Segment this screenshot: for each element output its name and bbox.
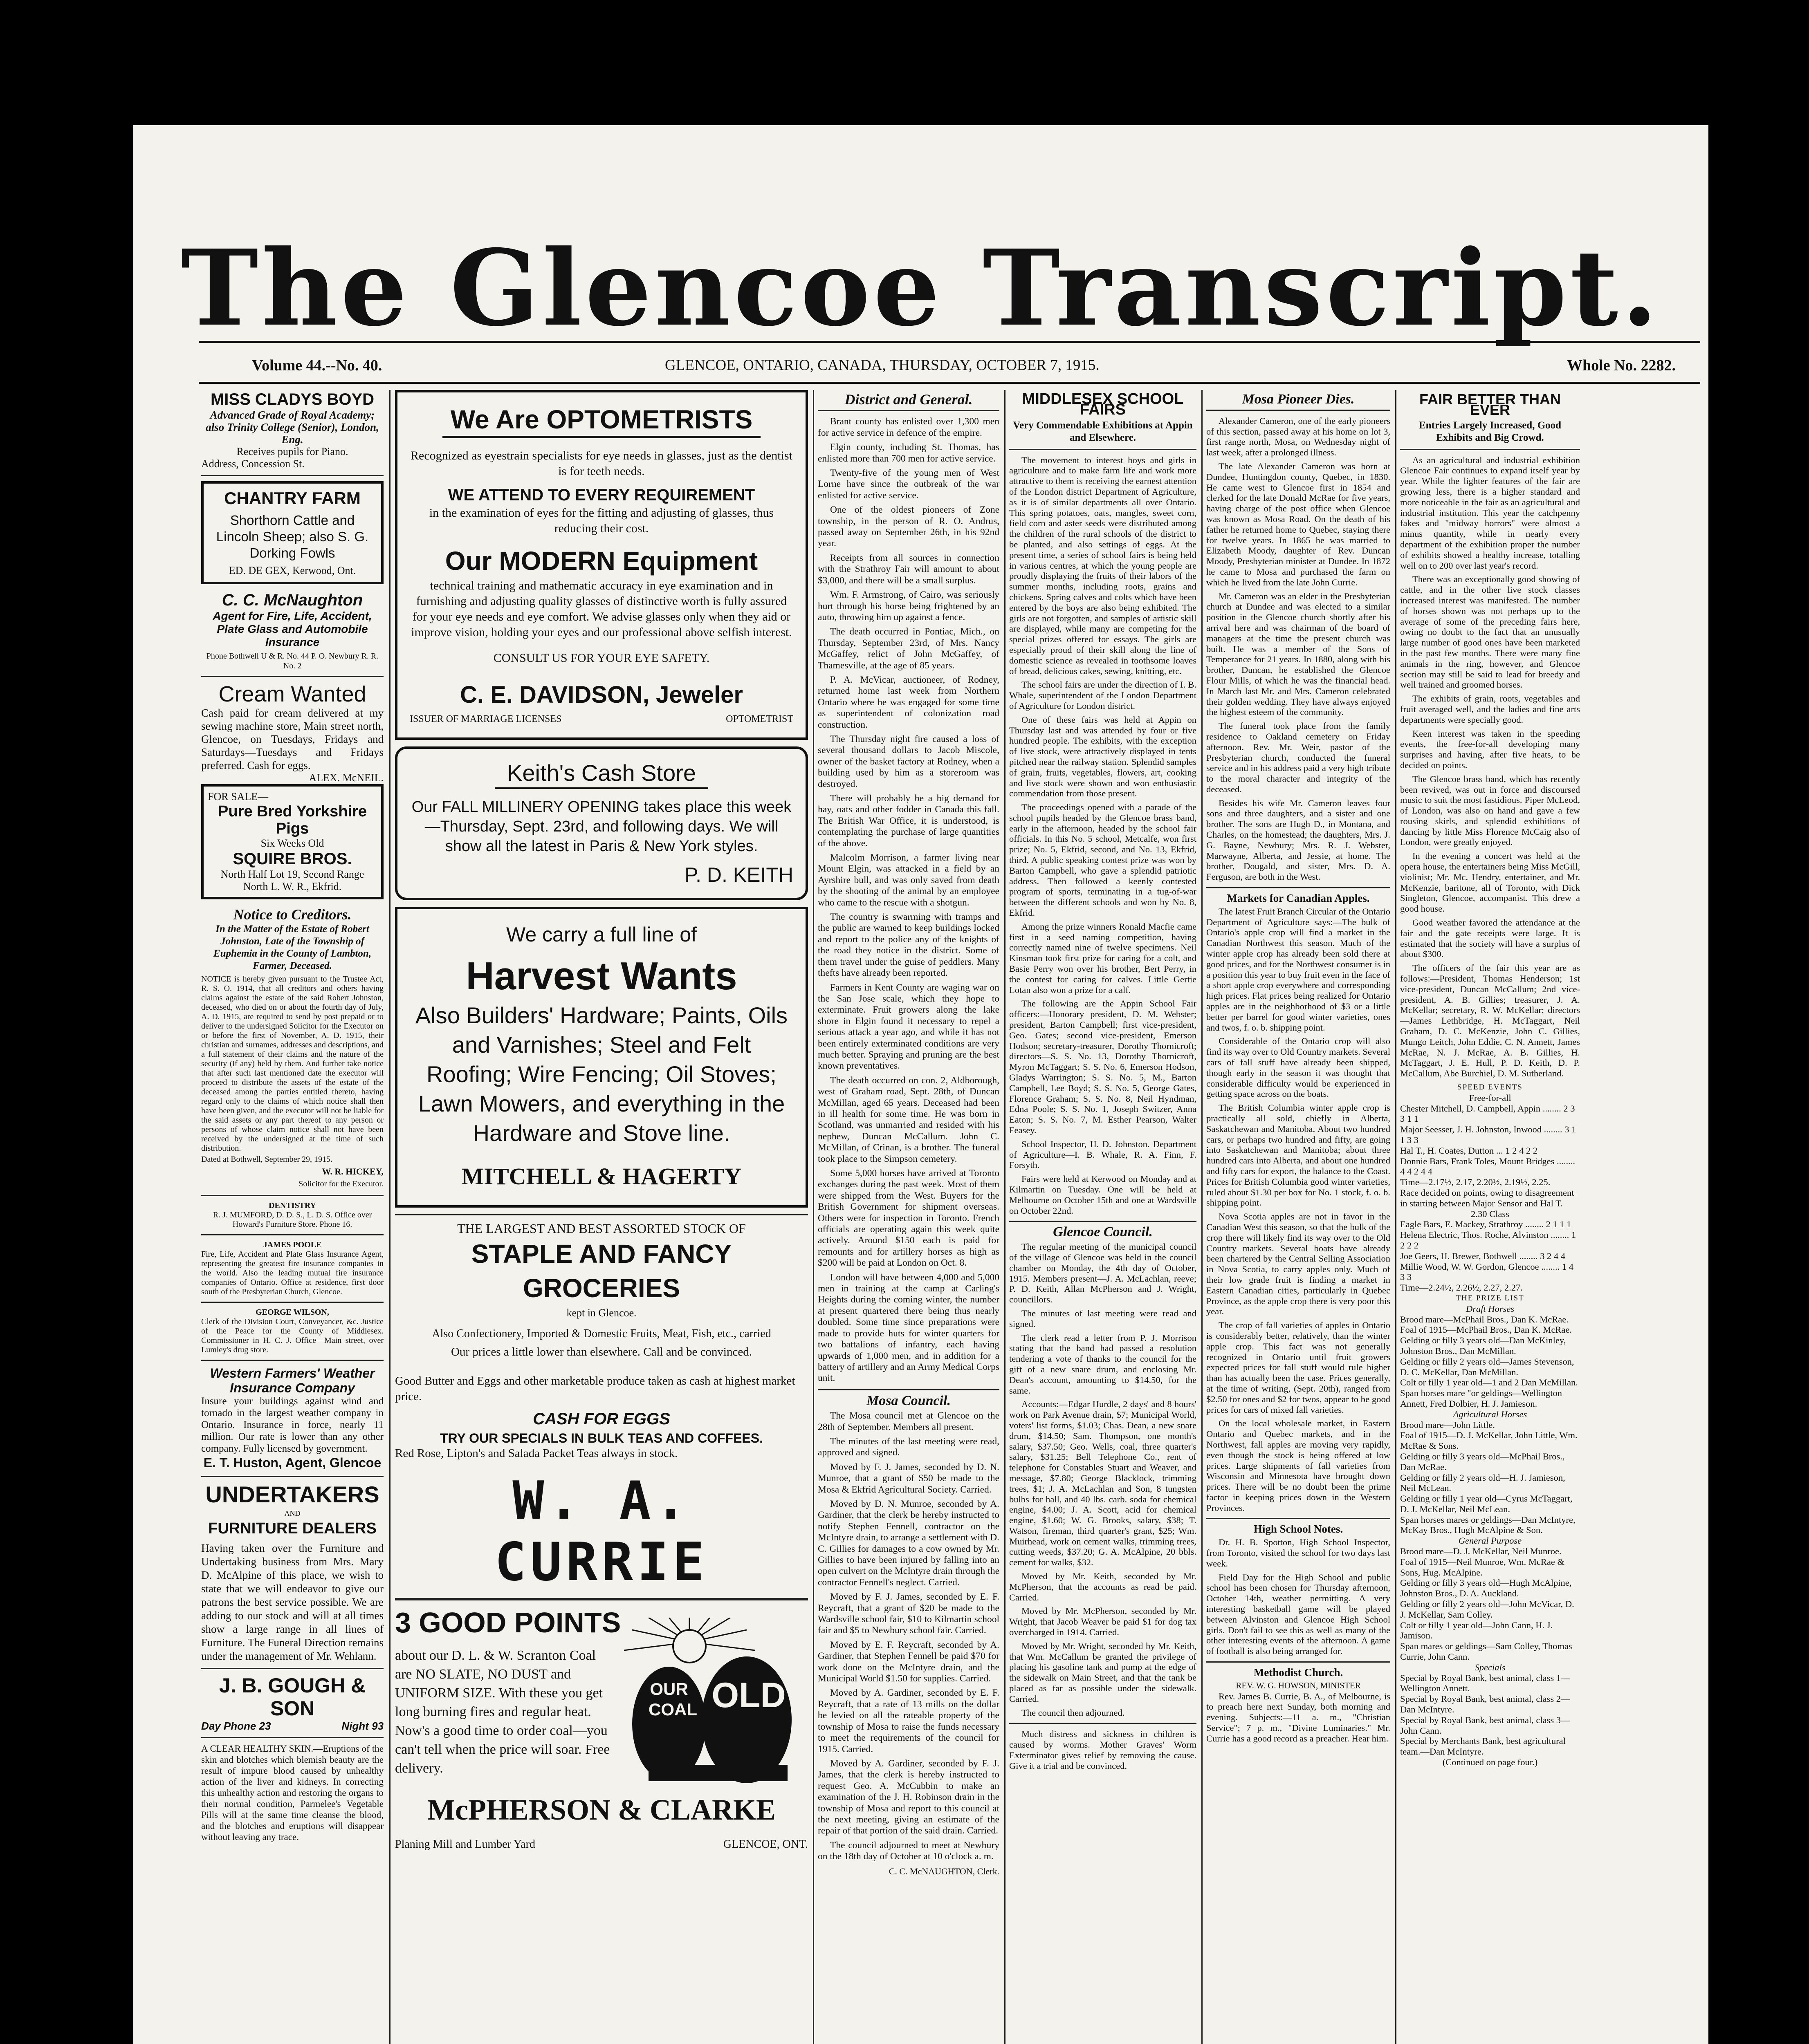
cream-text: Cash paid for cream delivered at my sewing machine store, Main street north, Glencoe, on Tuesdays, Fridays and Saturdays—Tuesdays and Fridays preferred. Cash for eggs. [201,707,384,771]
district-paragraph: The death occurred on con. 2, Aldborough, west of Graham road, Sept. 28th, of Duncan McMillan, aged 65 years. Deceased had been in ill health for some time. He was born in Scotland, was unmarried and resided with his nephew, Duncan McCallum. John C. McMillan, of Crinan, is a brother. The funeral took place to the Simpson cemetery. [818,1075,999,1164]
school-fairs-paragraph: Fairs were held at Kerwood on Monday and at Kilmartin on Tuesday. One will be held at Melbourne on October 15th and one at Wardsville on October 22nd. [1009,1174,1196,1216]
mosa-paragraph: Moved by A. Gardiner, seconded by F. J. James, that the clerk is hereby instructed to request Geo. A. McCubbin to make an examination of the J. H. Robinson drain in the township of Mosa and report to this council at the next meeting, giving an estimate of the repair of that portion of the said drain. Carried. [818,1758,999,1836]
district-paragraph: Some 5,000 horses have arrived at Toronto exchanges during the past week. Most of them were shipped from the West. Buyers for the British Government for shipment overseas. Others were for inspection in Toronto. French officials are operating again this week quite actively. Around $150 each is paid for remounts and for artillery horses as high as $200 will be paid at London on Oct. 8. [818,1168,999,1269]
grocery-ad [395,1220,808,1593]
column-4 [1009,390,1196,2044]
mosa-paragraph: Moved by D. N. Munroe, seconded by A. Gardiner, that the clerk be hereby instructed to notify Stephen Fennell, contractor on the McIntyre drain, to arrange a settlement with D. C. Gillies for damages to a cow owned by Mr. Gillies to have been injured by falling into an open culvert on the McIntyre drain through the contractor Fennell's neglect. Carried. [818,1498,999,1588]
coal-illustration [624,1618,804,1789]
class-line: Joe Geers, H. Brewer, Bothwell ........ 3 2 4 4 [1400,1251,1566,1261]
district-paragraph: Malcolm Morrison, a farmer living near Mount Elgin, was attacked in a field by an Ayrshire bull, and was only saved from death by the shooting of the animal by an employee who came to the rescue with a shotgun. [818,852,999,908]
coal-title: 3 GOOD POINTS [395,1607,621,1638]
creditors-body: NOTICE is hereby given pursuant to the Trustee Act, R. S. O. 1914, that all creditors and others having claims against the estate of the said Robert Johnston, deceased, who died on or about the fourth day of July, A. D. 1915, are required to send by post prepaid or to deliver to the undersigned Solicitor for the Executor on or before the first of November, A. D. 1915, their christian and surnames, addresses and descriptions, and a full statement of their claims and the nature of the security (if any) held by them. And further take notice that after such last mentioned date the executor will proceed to distribute the assets of the estate of the deceased among the parties entitled thereto, having regard only to the claims of which notice shall then have been given, and the executor will not be liable for the said assets or any part thereof to any person or persons of whose claim notice shall not have been received by the undersigned at the time of such distribution. [201,975,384,1153]
groc-butter: Good Butter and Eggs and other marketable produce taken as cash at highest market price. [395,1374,795,1403]
opt-issuer: ISSUER OF MARRIAGE LICENSES [410,714,562,724]
fair-subtitle: Entries Largely Increased, Good Exhibits and Big Crowd. [1418,419,1562,443]
opt-optometrist: OPTOMETRIST [726,714,793,724]
poole-text: Fire, Life, Accident and Plate Glass Insurance Agent, representing the greatest fire insurance companies in the world. Also the leading mutual fire insurance companies of Ontario. Office at residence, first door south of the Presbyterian Church, Glencoe. [201,1250,384,1296]
sale-name: SQUIRE BROS. [233,850,352,868]
school-fairs-paragraph: The school fairs are under the direction of I. B. Whale, superintendent of the London Department of Agriculture for London district. [1009,679,1196,711]
coal-planing: Planing Mill and Lumber Yard [395,1838,535,1851]
council-paragraph: Moved by Mr. Wright, seconded by Mr. Keith, that Wm. McCallum be granted the privilege of placing his gasoline tank and pump at the edge of the sidewalk on Main Street, and that the tank be placed as far as possible under the sidewalk. Carried. [1009,1641,1196,1704]
prize-line: Span horses mares or geldings—Dan McIntyre, McKay Bros., Hugh McAlpine & Son. [1400,1514,1576,1535]
coal-coal: COAL [649,1700,697,1719]
fair-paragraph: Keen interest was taken in the speeding events, the free-for-all developing many surprises and having, after five heats, to be decided on points. [1400,728,1580,770]
district-paragraph: Elgin county, including St. Thomas, has enlisted more than 700 men for active service. [818,442,999,464]
pioneer-paragraph: Besides his wife Mr. Cameron leaves four sons and three daughters, and a sister and one brother. The sons are Hugh D., in Montana, and Charles, on the homestead; the daughters, Mrs. J. G. Bayne, Newbury; Mrs. R. J. Webster, Marwayne, Alberta, and Jessie, at home. The brother, Dougald, and sister, Mrs. D. A. Ferguson, are both in the West. [1206,798,1390,882]
gough-ad [201,1674,384,1732]
fair-paragraph: The officers of the fair this year are as follows:—President, Thomas Henderson; 1st vice-president, Duncan McCallum; 2nd vice-president, A. B. Gillies; treasurer, J. A. McKellar; secretary, R. W. McKellar; directors—James Lethbridge, H. McTaggart, Neil Graham, D. C. McKenzie, John C. Gillies, Mungo Leitch, John Eddie, C. N. Annett, James McRae, N. J. McRae, A. B. Gillies, H. McTaggart, J. E. Hull, P. D. Keith, D. P. McCallum, Abe Burchiel, D. M. Sutherland. [1400,963,1580,1079]
groc-also: Also Confectionery, Imported & Domestic Fruits, Meat, Fish, etc., carried [432,1327,771,1340]
continued-note: (Continued on page four.) [1442,1757,1538,1768]
divider [201,1360,384,1361]
school-fairs-paragraph: One of these fairs was held at Appin on Thursday last and was attended by four or five hundred people. The exhibits, with the exception of live stock, were attractively displayed in tents pitched near the railway station. Splendid samples of grain, fruits, vegetables, flowers, art, cooking and live stock were shown and won enthusiastic commendation from those present. [1009,714,1196,799]
pioneer-paragraph: Mr. Cameron was an elder in the Presbyterian church at Dundee and was elected to a similar position in the Glencoe church shortly after his arrival here and was chairman of the board of managers at the time the present church was built. He was a member of the Sons of Temperance for 21 years. In 1880, along with his brother, Duncan, he established the Glencoe Flour Mills, of which he was the financial head. In March last Mr. and Mrs. Cameron celebrated their golden wedding. They have always enjoyed the highest esteem of the community. [1206,591,1390,717]
opt-jeweler: C. E. DAVIDSON, Jeweler [460,681,743,708]
mosa-paragraph: The Mosa council met at Glencoe on the 28th of September. Members all present. [818,1410,999,1432]
school-fairs-paragraph: The proceedings opened with a parade of the school pupils headed by the Glencoe brass band, early in the afternoon, headed by the school fair officials. In this No. 5 school, Metcalfe, won first prize; No. 5, Ekfrid, second, and No. 13, Ekfrid, third. A public speaking contest prize was won by Barton Campbell, who gave a splendid patriotic address. Then followed a keenly contested program of sports, terminating in a tug-of-war between the different schools and won by No. 8, Ekfrid. [1009,802,1196,918]
divider [1206,1518,1390,1519]
optometrist-ad [395,390,808,740]
prize-line: Brood mare—John Little. [1400,1419,1495,1430]
high-school-title: High School Notes. [1253,1523,1343,1535]
mosa-paragraph: Moved by F. J. James, seconded by D. N. Munroe, that a grant of $50 be made to the Mosa & Ekfrid Agricultural Society. Carried. [818,1461,999,1495]
district-paragraph: The Thursday night fire caused a loss of several thousand dollars to Jacob Miscole, owner of the basket factory at Rodney, when a building used by him as a storeroom was destroyed. [818,733,999,789]
speed-line: Chester Mitchell, D. Campbell, Appin ........ 2 3 3 1 1 [1400,1103,1575,1124]
creditors-sign: W. R. HICKEY, [322,1166,384,1177]
prize-line: Brood mare—D. J. McKellar, Neil Munroe. [1400,1546,1562,1557]
cream-ad [201,682,384,784]
hw-sign: MITCHELL & HAGERTY [461,1163,742,1190]
council-paragraph: The regular meeting of the municipal council of the village of Glencoe was held in the council chamber on Monday, the 4th day of October, 1915. Members present—J. A. McLachlan, reeve; P. D. Keith, Allan McPherson and J. Wright, councillors. [1009,1242,1196,1305]
divider [818,1389,999,1390]
fair-title: FAIR BETTER THAN EVER [1419,391,1561,418]
mcnaughton-phone: Phone Bothwell U & R. No. 44 P. O. Newbury R. R. No. 2 [206,652,379,670]
dateline: GLENCOE, ONTARIO, CANADA, THURSDAY, OCTOBER 7, 1915. [665,357,1100,374]
opt-text-2: in the examination of eyes for the fitting and adjusting of glasses, thus reducing their cost. [429,506,774,535]
column-rule [1004,390,1005,2044]
pigs-ad [201,784,384,899]
class-line: Eagle Bars, E. Mackey, Strathroy ........ 2 1 1 1 [1400,1219,1571,1230]
opt-attend: WE ATTEND TO EVERY REQUIREMENT [448,486,755,504]
district-paragraph: The country is swarming with tramps and the public are warned to keep buildings locked and report to the police any of the knights of the road they notice in the district. Some of them travel under the guise of peddlers. Many thefts have already been reported. [818,912,999,979]
pioneer-title: Mosa Pioneer Dies. [1242,392,1355,407]
hardware-ad [395,907,808,1208]
class-line: Time—2.24½, 2.26½, 2.27, 2.27. [1400,1282,1523,1293]
western-text: Insure your buildings against wind and tornado in the largest weather company in Ontario. Insurance in force, nearly 11 million. Our rate is lower than any other company. Fully licensed by government. [201,1396,384,1454]
divider [201,1302,384,1303]
furniture-title: FURNITURE DEALERS [208,1520,377,1537]
pioneer-paragraph: Alexander Cameron, one of the early pioneers of this section, passed away at his home on lot 3, first range north, Mosa, on Wednesday night of last week, after a prolonged illness. [1206,415,1390,458]
divider [201,676,384,677]
divider [1206,887,1390,888]
divider [201,1668,384,1669]
divider [201,1737,384,1738]
class-title: 2.30 Class [1471,1208,1509,1219]
district-paragraph: There will probably be a big demand for hay, oats and other fodder in Canada this fall. The British War Office, it is understood, is contemplating the purchase of large quantities of the above. [818,793,999,849]
general-purpose-title: General Purpose [1458,1535,1522,1546]
mosa-paragraph: The council adjourned to meet at Newbury on the 18th day of October at 10 o'clock a. m. [818,1840,999,1862]
column-rule [389,390,391,2044]
speed-line: Race decided on points, owing to disagreement in starting between Major Sensor and Hal T. [1400,1187,1574,1208]
district-paragraph: P. A. McVicar, auctioneer, of Rodney, returned home last week from Northern Ontario where he was engaged for some time as superintendent of colonization road construction. [818,674,999,730]
apples-paragraph: The British Columbia winter apple crop is practically all sold, chiefly in Alberta, Saskatchewan and Manitoba. About two hundred cars, or perhaps two hundred and fifty, are going into Saskatchewan and Manitoba; about three hundred cars into Alberta, and about one hundred and fifty cars for export, the balance to the Coast. Prices for British Columbia good winter varieties, ruled about $1.30 per box for No. 1 stock, f. o. b. shipping point. [1206,1103,1390,1208]
gough-title: J. B. GOUGH & SON [219,1674,366,1720]
district-paragraph: London will have between 4,000 and 5,000 men in training at the camp at Carling's Heights during the coming winter, the number at present quartered there being thus nearly doubled. Some time since preparations were made to provide huts for winter quarters for two battalions of infantry, each having upwards of 1,000 men, and in addition for a battery of artillery and an Army Medical Corps unit. [818,1272,999,1384]
chantry-farm-ad [201,481,384,584]
gough-day-phone: Day Phone 23 [201,1720,271,1732]
apples-paragraph: Considerable of the Ontario crop will also find its way over to Old Country markets. Several cars of fall stuff have already been shipped, though early in the season it was thought that considerable difficulty would be experienced in getting space across on the boats. [1206,1036,1390,1099]
council-paragraph: Accounts:—Edgar Hurdle, 2 days' and 8 hours' work on Park Avenue drain, $7; Municipal World, voters' list forms, $1.03; Chas. Dean, a new snare drum, $14.50; Sam. Thompson, one month's salary, $37.50; Geo. Wells, coal, three quarter's salary, $31.25; Bell Telephone Co., rent of telephone for Constables Stuart and Weaver, and message, $7.80; George Blacklock, trimming trees, $1; J. A. McLachlan and Son, 8 tungsten bulbs for hall, and 40 lbs. carb. soda for chemical engine, $4.00; J. A. Scott, acid for chemical engine, $1.60; W. G. Brooks, salary, $38; T. Watson, fireman, third quarter's grant, $25; Wm. Muirhead, work on cement walks, trimming trees, cutting weeds, $37.20; G. A. McAlpine, 20 bbls. cement for walks, $32. [1009,1399,1196,1568]
apples-paragraph: The crop of fall varieties of apples in Ontario is considerably better, relatively, than the winter apple crop. This fact was not generally recognized in Ontario until fruit growers expected prices for fall stuff would rule higher than has actually been the case. Prices generally, at the time of writing, (Sept. 20th), ranged from $2.50 for ones and $2 for twos, appear to be good prices for cars of mixed fall varieties. [1206,1320,1390,1415]
groc-prices: Our prices a little lower than elsewhere. Call and be convinced. [451,1345,752,1358]
cream-title: Cream Wanted [218,682,366,706]
prize-line: Gelding or filly 3 years old—McPhail Bros., Dan McRae. [1400,1451,1565,1472]
methodist-paragraph: Rev. James B. Currie, B. A., of Melbourne, is to preach here next Sunday, both morning and evening. Subjects:—11 a. m., "Christian Service"; 7 p. m., "Divine Luminaries." Mr. Currie has a good record as a preacher. Hear him. [1206,1691,1390,1744]
sale-age: Six Weeks Old [260,837,324,849]
council-paragraph: The minutes of last meeting were read and signed. [1009,1308,1196,1329]
district-title: District and General. [844,391,973,408]
prize-line: Gelding or filly 2 years old—H. J. Jamieson, Neil McLean. [1400,1472,1565,1493]
fair-paragraph: There was an exceptionally good showing of cattle, and in the other live stock classes increased interest was manifested. The number of horses shown was not perhaps up to the average of some of the preceding fairs here, owing no doubt to the fact that an unusually large number of good ones have been marketed in the past few months. There were many fine animals in the ring, however, and Glencoe section may still be said to lead for breedy and well trained and groomed horses. [1400,574,1580,690]
boyd-address: Address, Concession St. [201,458,305,470]
column-rule [1201,390,1203,2044]
chantry-text: Shorthorn Cattle and Lincoln Sheep; also S. G. Dorking Fowls [216,513,369,560]
speed-events-title: SPEED EVENTS [1457,1083,1523,1092]
hw-title: Harvest Wants [466,954,737,998]
professional-cards [201,1201,384,1355]
divider [201,1234,384,1235]
column-3 [818,390,999,2044]
district-paragraph: Farmers in Kent County are waging war on the San Jose scale, which they hope to exterminate. Fruit growers along the lake shore in Elgin found it necessary to repel a serious attack a year ago, and while it has not been entirely exterminated conditions are very much better. Spraying and pruning are the best known preventatives. [818,982,999,1071]
sale-address: North Half Lot 19, Second Range North L. W. R., Ekfrid. [220,868,364,892]
school-fairs-paragraph: The movement to interest boys and girls in agriculture and to make farm life and work more attractive to them is receiving the earnest attention of the London district Department of Agriculture, as it is of similar departments all over Ontario. This spring potatoes, oats, mangles, sweet corn, field corn and aster seeds were distributed among the children of the rural schools of the district to be planted, and also settings of eggs. At the present time, a series of school fairs is being held in various centres, at which the young people are proudly displaying the fruits of their labors of the summer months, including roots, grains and chickens. Spring calves and colts which have been entered by the boys are also being exhibited. The girls are not forgotten, and samples of artistic skill are displayed, while many are competing for the special prizes offered for essays. The girls are especially proud of their skill along the line of domestic science as revealed in toothsome loaves of bread, delicious cakes, sewing, knitting, etc. [1009,455,1196,676]
chantry-title: CHANTRY FARM [224,489,361,508]
hw-line: We carry a full line of [506,923,697,946]
chantry-owner: ED. DE GEX, Kerwood, Ont. [229,565,356,576]
creditors-title: Notice to Creditors. [233,906,352,923]
council-paragraph: The clerk read a letter from P. J. Morrison stating that the band had passed a resolution tendering a vote of thanks to the council for the gift of a new snare drum, and enclosing Mr. Dean's account, amounting to $14.50, for the same. [1009,1332,1196,1396]
coal-ad [395,1605,808,1834]
prize-line: Gelding or filly 3 years old—Hugh McAlpine, Johnston Bros., D. A. Auckland. [1400,1578,1572,1599]
dentistry-title: DENTISTRY [269,1201,316,1210]
pioneer-paragraph: The funeral took place from the family residence to Oakland cemetery on Friday afternoon. Rev. Mr. Weir, pastor of the Presbyterian church, conducted the funeral service and in his address paid a very high tribute to the moral character and integrity of the deceased. [1206,721,1390,794]
high-school-paragraph: Field Day for the High School and public school has been chosen for Thursday afternoon, October 14th, weather permitting. A very interesting basketball game will be played between Alvinston and Glencoe High School girls. Don't fail to see this as well as many of the other interesting events of the afternoon. A game of football is also being arranged for. [1206,1572,1390,1656]
column-5 [1206,390,1390,2044]
column-rule [1395,390,1396,2044]
opt-title: We Are OPTOMETRISTS [442,403,761,438]
specials-title: Specials [1475,1662,1506,1672]
boyd-credentials: Advanced Grade of Royal Academy; also Trinity College (Senior), London, Eng. [206,409,379,446]
mosa-council-title: Mosa Council. [866,1393,951,1408]
mosa-paragraph: The minutes of the last meeting were read, approved and signed. [818,1436,999,1458]
column-rule [813,390,814,2044]
opt-consult: CONSULT US FOR YOUR EYE SAFETY. [493,651,710,665]
divider [818,410,999,411]
coal-place: GLENCOE, ONT. [723,1838,808,1851]
mcnaughton-text: Agent for Fire, Life, Accident, Plate Glass and Automobile Insurance [213,610,372,648]
glencoe-council-title: Glencoe Council. [1053,1224,1153,1240]
mcnaughton-card [201,591,384,671]
apples-paragraph: On the local wholesale market, in Eastern Ontario and Quebec markets, and in the Northwest, fall apples are moving very rapidly, even though the stock is being offered at low prices. Large shipments of fall varieties from Wisconsin and Minnesota have brought down prices. There will be no doubt been the prime factor in keeping prices down in the Western Provinces. [1206,1418,1390,1513]
district-paragraph: Wm. F. Armstrong, of Cairo, was seriously hurt through his horse being frightened by an auto, throwing him up against a fence. [818,589,999,623]
keith-text: Our FALL MILLINERY OPENING takes place this week—Thursday, Sept. 23rd, and following days. We will show all the latest in Paris & New York styles. [411,798,792,855]
speed-subtitle: Free-for-all [1469,1092,1511,1103]
huston-agent: E. T. Huston, Agent, Glencoe [203,1455,382,1470]
fair-paragraph: The Glencoe brass band, which has recently been revived, was out in force and discoursed music to suit the most fastidious. Piper McLeod, of London, was also on hand and gave a few rousing skirls, and splendid exhibitions of dancing by little Miss Florence McCaig also of London, were greatly enjoyed. [1400,773,1580,847]
fair-paragraph: The exhibits of grain, roots, vegetables and fruit averaged well, and the ladies and fine arts departments were specially good. [1400,693,1580,725]
western-ad [201,1366,384,1471]
divider [201,475,384,476]
apples-paragraph: Nova Scotia apples are not in favor in the Canadian West this season, so that the bulk of the crop there will likely find its way over to the Old Country markets. Several boats have already been chartered by the Central Selling Association in Nova Scotia, to carry apples only. Much of their low grade fruit is finding a market in Eastern Canadian cities, particularly in Quebec Province, as the apple crop there is very poor this year. [1206,1211,1390,1317]
prize-line: Special by Royal Bank, best animal, class 3—John Cann. [1400,1715,1570,1736]
poole-title: JAMES POOLE [263,1240,322,1249]
methodist-minister: REV. W. G. HOWSON, MINISTER [1236,1680,1361,1690]
prize-line: Span horses mare "or geldings—Wellington Annett, Fred Dolbier, H. J. Jamieson. [1400,1388,1562,1409]
masthead-rule-top [199,341,1700,343]
prize-line: Gelding or filly 3 years old—Dan McKinley, Johnston Bros., Dan McMillan. [1400,1335,1566,1356]
prize-line: Gelding or filly 1 year old—Cyrus McTaggart, D. J. McKellar, Neil McLean. [1400,1493,1573,1514]
keith-title: Keith's Cash Store [495,759,708,789]
prize-line: Special by Royal Bank, best animal, class 2—Dan McIntyre. [1400,1694,1570,1715]
undertakers-ad [201,1482,384,1663]
fair-paragraph: In the evening a concert was held at the opera house, the entertainers being Miss McGill, violinist; Mr. Mc. Hendry, entertainer, and Mr. McKenzie, baritone, all of Toronto, with Dick Singleton, Glencoe, accompanist. This drew a good house. [1400,851,1580,914]
prize-line: Gelding or filly 2 years old—John McVicar, D. J. McKellar, Sam Colley. [1400,1599,1574,1620]
groc-intro: THE LARGEST AND BEST ASSORTED STOCK OF [457,1221,746,1236]
prize-line: Foal of 1915—D. J. McKellar, John Little, Wm. McRae & Sons. [1400,1430,1578,1451]
mosa-paragraph: Moved by F. J. James, seconded by E. F. Reycraft, that a grant of $20 be made to the Wardsville school fair, $10 to Kilmartin school fair and $5 to Newbury school fair. Carried. [818,1591,999,1636]
coal-sign: McPHERSON & CLARKE [427,1793,776,1826]
prize-line: Gelding or filly 2 years old—James Stevenson, D. C. McKellar, Dan McMillan. [1400,1356,1574,1377]
groc-kept: kept in Glencoe. [566,1307,637,1319]
apples-title: Markets for Canadian Apples. [1227,892,1370,905]
draft-horses-title: Draft Horses [1466,1303,1515,1314]
undertakers-text: Having taken over the Furniture and Undertaking business from Mrs. Mary D. McAlpine of this place, we wish to state that we will endeavor to give our patrons the best service possible. We are adding to our stock and will at all times show a large range in all lines of Furniture. The Funeral Direction remains under the management of Mr. Wehlann. [201,1542,384,1662]
hw-text: Also Builders' Hardware; Paints, Oils and Varnishes; Steel and Felt Roofing; Wire Fencing; Oil Stoves; Lawn Mowers, and everything in the Hardware and Stove line. [415,1002,788,1146]
divider [395,1598,808,1600]
speed-line: Time—2.17½, 2.17, 2.20½, 2.19½, 2.25. [1400,1177,1551,1188]
gough-night-phone: Night 93 [341,1720,384,1732]
boyd-name: MISS CLADYS BOYD [210,390,375,408]
council-paragraph: Moved by Mr. Keith, seconded by Mr. McPherson, that the accounts as read be paid. Carried. [1009,1571,1196,1602]
high-school-paragraph: Dr. H. B. Spotton, High School Inspector, from Toronto, visited the school for two days last week. [1206,1537,1390,1569]
district-paragraph: Brant county has enlisted over 1,300 men for active service in defence of the empire. [818,416,999,438]
coal-old: OLD [711,1676,786,1715]
mosa-clerk: C. C. McNAUGHTON, Clerk. [889,1866,999,1876]
divider [1206,410,1390,411]
volume-number: Volume 44.--No. 40. [252,357,382,374]
dentistry-text: R. J. MUMFORD, D. D. S., L. D. S. Office over Howard's Furniture Store. Phone 16. [213,1210,372,1229]
newspaper-page [133,125,1708,2044]
class-line: Millie Wood, W. W. Gordon, Glencoe ........ 1 4 3 3 [1400,1261,1574,1282]
school-fairs-title: MIDDLESEX SCHOOL FAIRS [1022,390,1184,418]
prize-line: Colt or filly 1 year old—1 and 2 Dan McMillan. [1400,1377,1578,1388]
divider [201,1476,384,1477]
prize-line: Special by Merchants Bank, best agricultural team.—Dan McIntyre. [1400,1736,1566,1757]
district-paragraph: Receipts from all sources in connection with the Strathroy Fair will amount to about $3,000, and there will be a small surplus. [818,552,999,586]
agricultural-horses-title: Agricultural Horses [1453,1409,1527,1419]
district-paragraph: Twenty-five of the young men of West Lorne have since the outbreak of the war enlisted for active service. [818,468,999,501]
prize-line: Brood mare—McPhail Bros., Dan K. McRae. [1400,1314,1569,1325]
class-line: Helena Electric, Thos. Roche, Alvinston ........ 1 2 2 2 [1400,1230,1576,1251]
undertakers-and: AND [284,1509,301,1517]
whole-number: Whole No. 2282. [1567,357,1676,374]
coal-our: OUR [650,1679,688,1699]
wilson-title: GEORGE WILSON, [256,1308,329,1317]
school-fairs-subtitle: Very Commendable Exhibitions at Appin and Elsewhere. [1013,419,1193,443]
divider [1009,449,1196,450]
creditors-date: Dated at Bothwell, September 29, 1915. [201,1155,333,1164]
council-paragraph: The council then adjourned. [1021,1707,1125,1718]
prize-list-title: THE PRIZE LIST [1456,1293,1524,1302]
groc-title: STAPLE AND FANCY GROCERIES [471,1239,732,1303]
prize-line: Foal of 1915—McPhail Bros., Dan K. McRae. [1400,1325,1572,1335]
speed-line: Donnie Bars, Frank Toles, Mount Bridges ........ 4 4 2 4 4 [1400,1156,1575,1177]
sale-title: Pure Bred Yorkshire Pigs [218,803,367,837]
council-paragraph: Moved by Mr. McPherson, seconded by Mr. Wright, that Jacob Weaver be paid $1 for dog tax overcharged in 1914. Carried. [1009,1606,1196,1638]
mcnaughton-name: C. C. McNaughton [222,591,363,609]
column-1 [201,390,384,2044]
divider [1009,1221,1196,1222]
fair-paragraph: As an agricultural and industrial exhibition Glencoe Fair continues to expand itself year by year. While the lighter features of the fair are growing less, there is a higher standard and more noticeable in the fair as an agricultural and industrial institution. This year the catchpenny fakes and "midway horrors" were almost a minus quantity, while in nearly every department of the exhibition proper the number of exhibits showed a healthy increase, totalling well on to 200 over last year's record. [1400,455,1580,571]
divider [201,1195,384,1196]
boyd-piano: Receives pupils for Piano. [236,446,348,457]
creditors-notice [201,906,384,1190]
dateline-bar [133,354,1708,379]
opt-modern: Our MODERN Equipment [445,546,758,576]
boyd-card [201,390,384,470]
opt-text-3: technical training and mathematic accuracy in eye examination and in furnishing and adjusting quality glasses of distinctive worth is fully assured for your eye needs and eye comfort. We advise glasses only when they aid or improve vision, holding your eyes and our professional above selfish interest. [411,579,792,639]
divider [1400,449,1580,450]
creditors-subtitle: In the Matter of the Estate of Robert Johnston, Late of the Township of Euphemia in the County of Lambton, Farmer, Deceased. [213,923,372,971]
coal-text: about our D. L. & W. Scranton Coal are NO SLATE, NO DUST and UNIFORM SIZE. With these you get long burning fires and regular heat. Now's a good time to order coal—you can't tell when the price will soar. Free delivery. [395,1648,610,1776]
prize-line: Span mares or geldings—Sam Colley, Thomas Currie, John Cann. [1400,1641,1572,1662]
creditors-role: Solicitor for the Executor. [299,1179,384,1188]
mosa-paragraph: Moved by E. F. Reycraft, seconded by A. Gardiner, that Stephen Fennell be paid $70 for work done on the McIntyre drain, and the Municipal World $1.50 for supplies. Carried. [818,1639,999,1684]
apples-paragraph: The latest Fruit Branch Circular of the Ontario Department of Agriculture says:—The bulk of Ontario's apple crop will find a market in the Canadian Northwest this season. Much of the winter apple crop has already been sold there at good prices, and for the Northwest consumer is in a position this year to buy fruit even in the face of a short apple crop everywhere and corresponding high prices. Flat prices being realized for Ontario apples are in the neighborhood of $3 or a little better per barrel for good winter varieties, ones and twos, f. o. b. shipping point. [1206,906,1390,1033]
masthead-title: The Glencoe Transcript. [181,227,1661,350]
worm-notice: Much distress and sickness in children is caused by worms. Mother Graves' Worm Exterminator gives relief by removing the cause. Give it a trial and be convinced. [1009,1729,1196,1771]
wilson-text: Clerk of the Division Court, Conveyancer, &c. Justice of the Peace for the County of Middlesex. Commissioner in H. C. J. Office—Main street, over Lumley's drug store. [201,1317,384,1354]
district-paragraph: One of the oldest pioneers of Zone township, in the person of R. O. Andrus, passed away on September 26th, in his 92nd year. [818,504,999,549]
mosa-paragraph: Moved by A. Gardiner, seconded by E. F. Reycraft, that a rate of 13 mills on the dollar be levied on all the rateable property of the township of Mosa to raise the funds necessary to meet the requirements of the council for 1915. Carried. [818,1688,999,1755]
column-2 [395,390,808,2044]
divider [395,1214,808,1215]
groc-teas: Red Rose, Lipton's and Salada Packet Teas always in stock. [395,1447,678,1460]
speed-line: Hal T., H. Coates, Dutton ... 1 2 4 2 2 [1400,1145,1538,1156]
divider [1206,1661,1390,1663]
groc-try: TRY OUR SPECIALS IN BULK TEAS AND COFFEES. [440,1431,763,1446]
pioneer-paragraph: The late Alexander Cameron was born at Dundee, Huntingdon county, Quebec, in 1830. He came west to Glencoe first in 1854 and clerked for the late Donald McRae for five years, having charge of the post office when Glencoe was known as Mosa Road. On the death of his father he returned home to Quebec, staying there for twelve years. In 1865 he was married to Elizabeth Moody, daughter of Rev. Duncan Moody, Presbyterian minister at Dundee. In 1872 he came to Mosa and purchased the farm on which he lived from the late John Currie. [1206,461,1390,587]
cream-sign: ALEX. McNEIL. [309,772,384,784]
western-title: Western Farmers' Weather Insurance Company [210,1366,375,1395]
opt-text-1: Recognized as eyestrain specialists for eye needs in glasses, just as the dentist is for teeth needs. [411,449,792,478]
methodist-title: Methodist Church. [1253,1666,1343,1679]
school-fairs-paragraph: Among the prize winners Ronald Macfie came first in a seed naming competition, having correctly named nine of twelve specimens. Neil Kinsman took first prize for caring for a colt, and Basie Perry won over his brother, Bert Perry, in the contest for caring for calves. Little Gertie Lotan also won a prize for a calf. [1009,921,1196,995]
prize-line: Colt or filly 1 year old—John Cann, H. J. Jamison. [1400,1620,1553,1641]
prize-line: Foal of 1915—Neil Munroe, Wm. McRae & Sons, Hug. McAlpine. [1400,1556,1565,1578]
school-fairs-paragraph: School Inspector, H. D. Johnston. Department of Agriculture—I. B. Whale, R. A. Finn, F. Forsyth. [1009,1139,1196,1170]
fair-paragraph: Good weather favored the attendance at the fair and the gate receipts were large. It is estimated that the society will have a surplus of about $300. [1400,917,1580,959]
prize-line: Special by Royal Bank, best animal, class 1—Wellington Annett. [1400,1672,1570,1694]
divider [1009,1723,1196,1724]
masthead-rule-bottom [199,382,1700,384]
speed-line: Major Seesser, J. H. Johnston, Inwood ........ 3 1 1 3 3 [1400,1124,1576,1145]
groc-sign: W. A. CURRIE [494,1470,709,1593]
skin-notice: A CLEAR HEALTHY SKIN.—Eruptions of the skin and blotches which blemish beauty are the result of impure blood caused by unhealthy action of the liver and kidneys. In correcting this unhealthy action and restoring the organs to their normal condition, Parmelee's Vegetable Pills will at the same time cleanse the blood, and the blotches and eruptions will disappear without leaving any trace. [201,1744,384,1842]
district-paragraph: The death occurred in Pontiac, Mich., on Thursday, September 23rd, of Mrs. Nancy McGaffey, relict of John McGaffey, of Thamesville, at the age of 85 years. [818,626,999,671]
groc-eggs: CASH FOR EGGS [533,1410,670,1428]
sale-label: FOR SALE— [208,791,269,802]
column-6 [1400,390,1580,2044]
keith-ad [395,746,808,900]
undertakers-title: UNDERTAKERS [205,1481,379,1507]
school-fairs-paragraph: The following are the Appin School Fair officers:—Honorary president, D. M. Webster; president, Barton Campbell; first vice-president, Geo. Gates; second vice-president, Emerson Hodson; secretary-treasurer, Dorothy Thornicroft; directors—S. S. No. 13, Dorothy Thornicroft, Myron McTaggart; S. S. No. 6, Emerson Hodson, Gladys Warrington; S. S. No. 5, M., Barton Campbell, Lee Boyd; S. S. No. 5, George Gates, Florence Graham; S. S. No. 8, Neil Hyndman, Edna Poole; S. S. No. 1, Joseph Switzer, Anna Eaton; S. S. No. 7, M. Esther Pearson, Walter Feasey. [1009,998,1196,1135]
keith-sign: P. D. KEITH [685,863,793,886]
